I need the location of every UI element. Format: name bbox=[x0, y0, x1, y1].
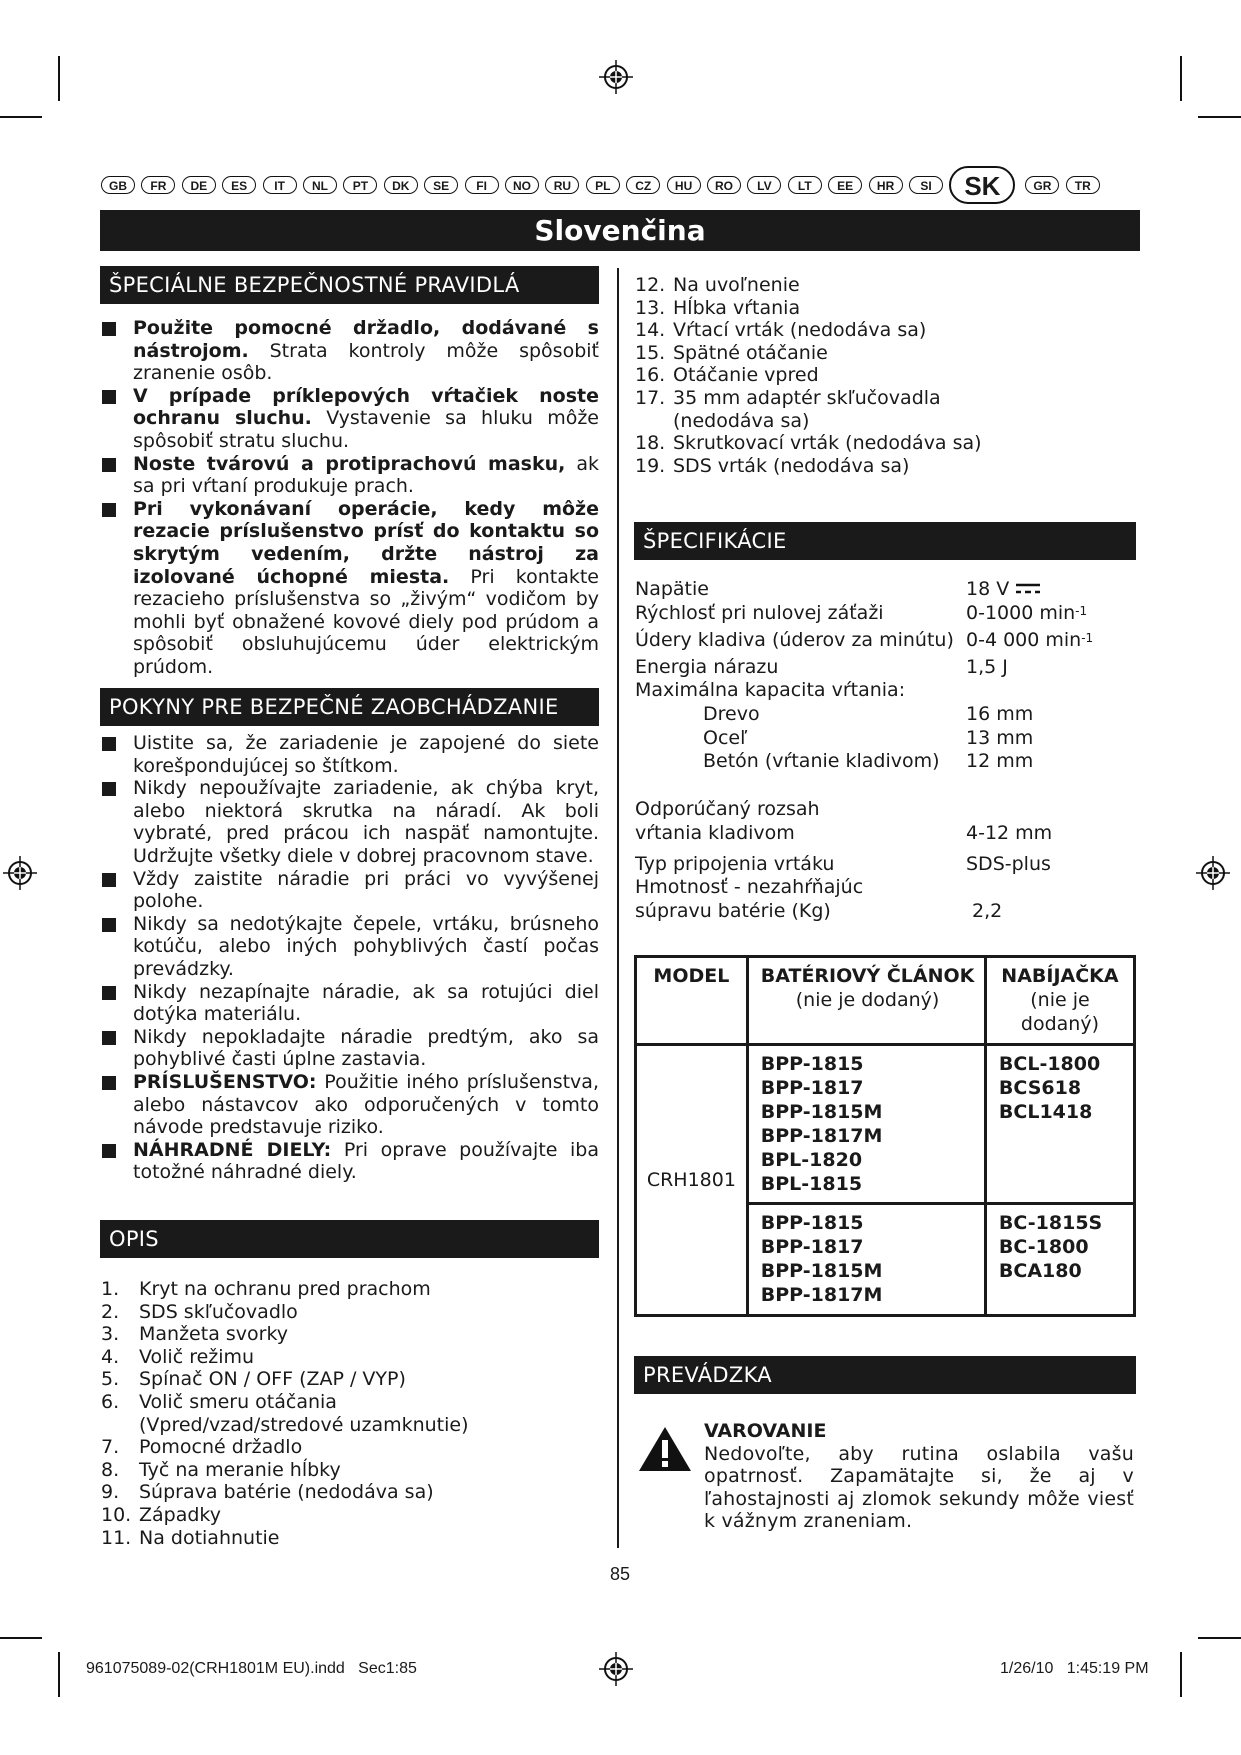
opis-list-continued bbox=[635, 274, 1035, 477]
registration-mark-icon bbox=[1196, 856, 1230, 890]
language-badge-gb: GB bbox=[101, 176, 135, 194]
list-item: 7. Pomocné držadlo bbox=[101, 1436, 303, 1459]
language-badge-es: ES bbox=[222, 176, 256, 194]
language-badge-lt: LT bbox=[788, 176, 822, 194]
bullet-square-icon bbox=[102, 737, 116, 751]
table-cell-value: BPP-1817 bbox=[760, 1236, 864, 1258]
spec-label: Hmotnosť - nezahŕňajúc bbox=[635, 876, 864, 898]
crop-mark bbox=[1198, 1637, 1241, 1639]
language-badge-pt: PT bbox=[343, 176, 377, 194]
list-item: 15. Spätné otáčanie bbox=[635, 341, 828, 364]
warning-text: Nedovoľte, aby rutina oslabila vašu opatrnosť. Zapamätajte si, že aj v ľahostajnosti aj zlomok sekundy môže viesť k vážnym zraneniam. bbox=[704, 1442, 1134, 1533]
charger-cell bbox=[985, 1204, 1134, 1316]
list-item: 1. Kryt na ochranu pred prachom bbox=[101, 1278, 431, 1300]
table-cell-value: BPP-1817M bbox=[760, 1284, 883, 1306]
list-item: PRÍSLUŠENSTVO: Použitie iného príslušenstva, alebo nástavcov ako odporučených v tomto návode predstavuje riziko. bbox=[101, 1071, 599, 1139]
table-cell-value: BCL1418 bbox=[998, 1101, 1093, 1123]
footer-timestamp: 1/26/10 1:45:19 PM bbox=[1000, 1660, 1149, 1677]
spec-label: Odporúčaný rozsah bbox=[635, 798, 820, 820]
spec-label: Betón (vŕtanie kladivom) bbox=[703, 750, 940, 772]
footer-file-info: 961075089-02(CRH1801M EU).indd Sec1:85 bbox=[86, 1660, 417, 1677]
spec-label: Energia nárazu bbox=[635, 656, 779, 678]
list-item: 16. Otáčanie vpred bbox=[635, 364, 819, 387]
bullet-square-icon bbox=[102, 390, 116, 404]
column-header-charger: NABÍJAČKA (nie je dodaný) bbox=[985, 957, 1134, 1045]
language-badge-cz: CZ bbox=[626, 176, 660, 194]
section-heading-handling: POKYNY PRE BEZPEČNÉ ZAOBCHÁDZANIE bbox=[100, 688, 599, 726]
list-item: Noste tvárovú a protiprachovú masku, ak sa pri vŕtaní produkuje prach. bbox=[101, 453, 599, 498]
spec-label: Údery kladiva (úderov za minútu) bbox=[635, 629, 954, 651]
table-cell-value: BPL-1820 bbox=[760, 1149, 863, 1171]
crop-mark bbox=[58, 1652, 60, 1697]
list-item: 19. SDS vrták (nedodáva sa) bbox=[635, 454, 910, 477]
bullet-square-icon bbox=[102, 873, 116, 887]
list-item: 9. Súprava batérie (nedodáva sa) bbox=[101, 1481, 434, 1504]
list-item: 2. SDS skľučovadlo bbox=[101, 1300, 298, 1323]
spec-label: Oceľ bbox=[703, 727, 748, 749]
spec-value: 4-12 mm bbox=[966, 822, 1053, 844]
language-badge-pl: PL bbox=[586, 176, 620, 194]
table-cell-value: BCS618 bbox=[998, 1077, 1082, 1099]
spec-label: Typ pripojenia vrtáku bbox=[635, 853, 835, 875]
table-cell-value: BC-1815S bbox=[998, 1212, 1103, 1234]
crop-mark bbox=[0, 1637, 42, 1639]
bullet-square-icon bbox=[102, 1144, 116, 1158]
spec-value: 1,5 J bbox=[966, 656, 1008, 678]
list-item: 10. Západky bbox=[101, 1503, 221, 1526]
bullet-square-icon bbox=[102, 918, 116, 932]
section-heading-opis: OPIS bbox=[100, 1220, 599, 1258]
bullet-square-icon bbox=[102, 458, 116, 472]
language-badge-ee: EE bbox=[828, 176, 862, 194]
list-item: Nikdy nepokladajte náradie predtým, ako sa pohyblivé časti úplne zastavia. bbox=[101, 1026, 599, 1071]
column-divider bbox=[617, 268, 619, 1548]
table-cell-value: BPL-1815 bbox=[760, 1173, 863, 1195]
spec-label: Napätie bbox=[635, 578, 709, 600]
list-item: Nikdy sa nedotýkajte čepele, vrtáku, brúsneho kotúču, alebo iných pohyblivých častí počas prevádzky. bbox=[101, 913, 599, 981]
table-cell-value: BCL-1800 bbox=[998, 1053, 1101, 1075]
battery-cell bbox=[747, 1204, 985, 1316]
spec-label: Maximálna kapacita vŕtania: bbox=[635, 679, 906, 701]
spec-value: SDS-plus bbox=[966, 853, 1051, 875]
table-cell-value: BPP-1817 bbox=[760, 1077, 864, 1099]
bullet-square-icon bbox=[102, 1031, 116, 1045]
list-item: Vždy zaistite náradie pri práci vo vyvýšenej polohe. bbox=[101, 868, 599, 913]
spec-label: Rýchlosť pri nulovej záťaži bbox=[635, 602, 884, 624]
spec-label: Drevo bbox=[703, 703, 760, 725]
language-badge-de: DE bbox=[182, 176, 216, 194]
crop-mark bbox=[1198, 116, 1241, 118]
table-cell-value: BC-1800 bbox=[998, 1236, 1089, 1258]
list-item: 18. Skrutkovací vrták (nedodáva sa) bbox=[635, 432, 982, 455]
list-item: Nikdy nepoužívajte zariadenie, ak chýba kryt, alebo niektorá skrutka na náradí. Ak boli vybraté, pred prácou ich naspäť namontujte. Udržujte všetky diele v dobrej pracovnom stave. bbox=[101, 777, 599, 867]
opis-list bbox=[101, 1278, 521, 1549]
language-badge-tr: TR bbox=[1066, 176, 1100, 194]
model-cell: CRH1801 bbox=[636, 1045, 748, 1316]
bullet-square-icon bbox=[102, 1076, 116, 1090]
list-item: NÁHRADNÉ DIELY: Pri oprave používajte iba totožné náhradné diely. bbox=[101, 1139, 599, 1184]
language-badge-fr: FR bbox=[141, 176, 175, 194]
language-badge-ro: RO bbox=[707, 176, 741, 194]
page-number: 85 bbox=[609, 1564, 631, 1584]
table-cell-value: BCA180 bbox=[998, 1260, 1082, 1282]
list-item: 6. Volič smeru otáčania (Vpred/vzad/stredové uzamknutie) bbox=[101, 1390, 469, 1436]
warning-triangle-icon bbox=[638, 1426, 692, 1472]
dc-symbol-icon bbox=[1015, 582, 1041, 596]
charger-cell bbox=[985, 1045, 1134, 1204]
spec-value: 13 mm bbox=[966, 727, 1034, 749]
page-title: Slovenčina bbox=[100, 210, 1140, 251]
spec-value: 16 mm bbox=[966, 703, 1034, 725]
list-item: 12. Na uvoľnenie bbox=[635, 274, 800, 296]
language-badge-nl: NL bbox=[303, 176, 337, 194]
language-selector bbox=[101, 166, 1141, 210]
column-header-battery: BATÉRIOVÝ ČLÁNOK (nie je dodaný) bbox=[747, 957, 985, 1045]
registration-mark-icon bbox=[3, 856, 37, 890]
spec-value: 0-4 000 $\min^{-1}$ bbox=[966, 629, 1094, 651]
language-badge-dk: DK bbox=[384, 176, 418, 194]
bullet-square-icon bbox=[102, 986, 116, 1000]
list-item: V prípade príklepových vŕtačiek noste ochranu sluchu. Vystavenie sa hluku môže spôsobiť stratu sluchu. bbox=[101, 385, 599, 453]
language-badge-sk: SK bbox=[949, 166, 1015, 204]
language-badge-lv: LV bbox=[747, 176, 781, 194]
list-item: Nikdy nezapínajte náradie, ak sa rotujúci diel dotýka materiálu. bbox=[101, 981, 599, 1026]
table-cell-value: BPP-1815 bbox=[760, 1212, 864, 1234]
section-heading-specs: ŠPECIFIKÁCIE bbox=[634, 522, 1136, 560]
list-item: Pri vykonávaní operácie, kedy môže rezacie príslušenstvo prísť do kontaktu so skrytým vedením, držte nástroj za izolované úchopné miesta. Pri kontakte rezacieho príslušenstva so „živým“ vodičom by mohli byť obnažené kovové diely pod prúdom a spôsobiť obsluhujúcemu úder elektrickým prúdom. bbox=[101, 498, 599, 679]
table-cell-value: BPP-1817M bbox=[760, 1125, 883, 1147]
list-item: 5. Spínač ON / OFF (ZAP / VYP) bbox=[101, 1368, 406, 1391]
crop-mark bbox=[1180, 1652, 1182, 1697]
table-cell-value: BPP-1815 bbox=[760, 1053, 864, 1075]
registration-mark-icon bbox=[599, 1652, 633, 1686]
column-header-model: MODEL bbox=[636, 957, 748, 1045]
language-badge-no: NO bbox=[505, 176, 539, 194]
list-item: 11. Na dotiahnutie bbox=[101, 1526, 280, 1549]
spec-value: 12 mm bbox=[966, 750, 1034, 772]
spec-value: 18 V bbox=[966, 578, 1041, 601]
spec-value: 2,2 bbox=[972, 900, 1003, 922]
language-badge-hu: HU bbox=[667, 176, 701, 194]
section-heading-operation: PREVÁDZKA bbox=[634, 1356, 1136, 1394]
crop-mark bbox=[58, 56, 60, 101]
spec-label: vŕtania kladivom bbox=[635, 822, 795, 844]
special-rules-list bbox=[101, 317, 599, 679]
list-item: 13. Hĺbka vŕtania bbox=[635, 296, 801, 319]
language-badge-si: SI bbox=[909, 176, 943, 194]
language-badge-gr: GR bbox=[1025, 176, 1059, 194]
language-badge-ru: RU bbox=[545, 176, 579, 194]
list-item: Použite pomocné držadlo, dodávané s nástrojom. Strata kontroly môže spôsobiť zranenie osôb. bbox=[101, 317, 599, 385]
list-item: Uistite sa, že zariadenie je zapojené do siete korešpondujúcej so štítkom. bbox=[101, 732, 599, 777]
table-cell-value: BPP-1815M bbox=[760, 1101, 883, 1123]
language-badge-se: SE bbox=[424, 176, 458, 194]
battery-cell bbox=[747, 1045, 985, 1204]
warning-title: VAROVANIE bbox=[704, 1420, 827, 1442]
list-item: 8. Tyč na meranie hĺbky bbox=[101, 1458, 341, 1481]
list-item: 3. Manžeta svorky bbox=[101, 1323, 289, 1346]
language-badge-fi: FI bbox=[465, 176, 499, 194]
table-cell-value: BPP-1815M bbox=[760, 1260, 883, 1282]
list-item: 14. Vŕtací vrták (nedodáva sa) bbox=[635, 319, 927, 342]
registration-mark-icon bbox=[599, 60, 633, 94]
bullet-square-icon bbox=[102, 322, 116, 336]
crop-mark bbox=[1180, 56, 1182, 101]
list-item: 4. Volič režimu bbox=[101, 1345, 255, 1368]
model-compatibility-table bbox=[634, 955, 1136, 1317]
list-item: 17. 35 mm adaptér skľučovadla (nedodáva sa) bbox=[635, 386, 941, 432]
bullet-square-icon bbox=[102, 503, 116, 517]
handling-list bbox=[101, 732, 599, 1184]
crop-mark bbox=[0, 116, 42, 118]
spec-label: súpravu batérie (Kg) bbox=[635, 900, 831, 922]
language-badge-hr: HR bbox=[869, 176, 903, 194]
section-heading-special-rules: ŠPECIÁLNE BEZPEČNOSTNÉ PRAVIDLÁ bbox=[100, 266, 599, 304]
spec-value: 0-1000 $\min^{-1}$ bbox=[966, 602, 1088, 624]
language-badge-it: IT bbox=[263, 176, 297, 194]
bullet-square-icon bbox=[102, 782, 116, 796]
